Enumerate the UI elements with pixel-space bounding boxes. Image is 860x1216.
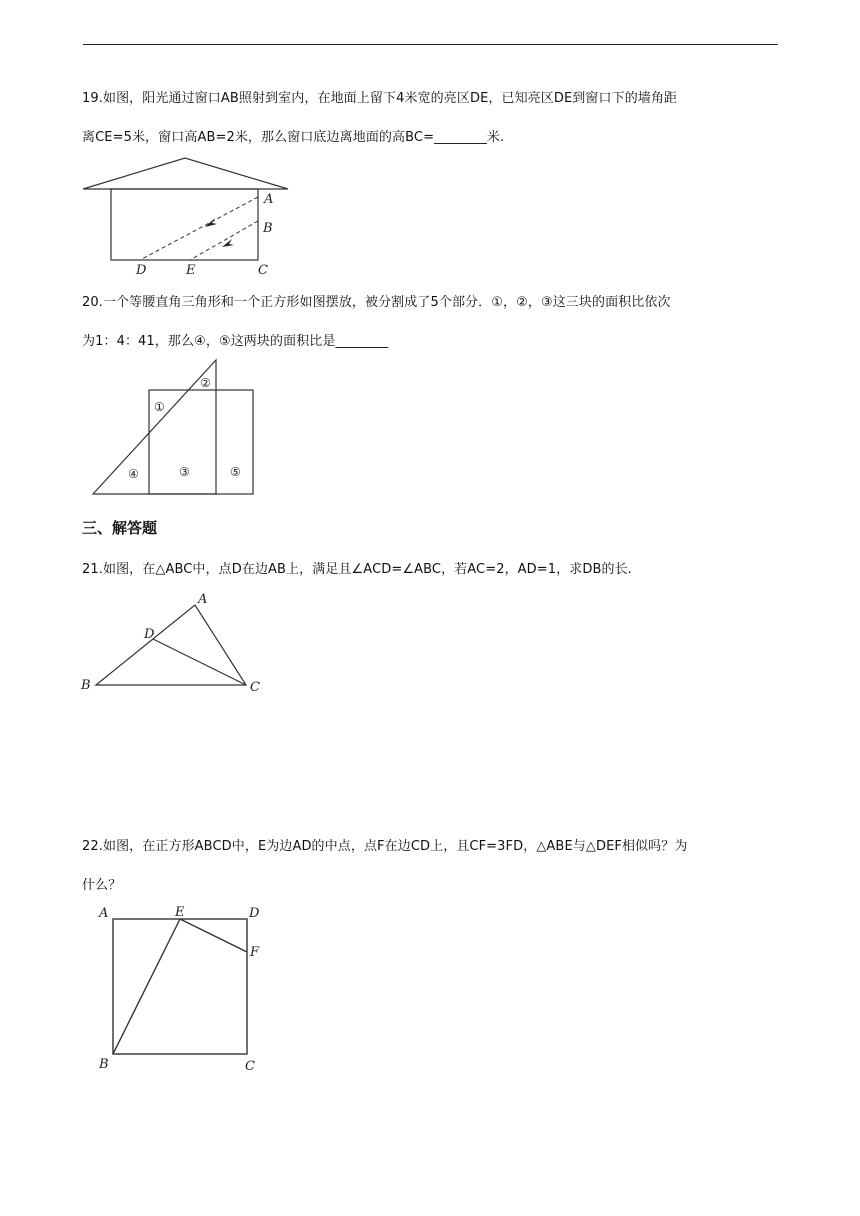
label-C: C	[250, 680, 260, 695]
label-A: A	[198, 592, 208, 607]
question-22-line1: 22.如图，在正方形ABCD中，E为边AD的中点，点F在边CD上，且CF=3FD，△ABE与△DEF相似吗？为	[82, 839, 688, 854]
region-1: ①	[154, 400, 165, 414]
label-A: A	[264, 192, 274, 207]
figure-22	[95, 900, 270, 1080]
roof	[83, 158, 288, 189]
label-B: B	[99, 1057, 109, 1072]
question-20	[82, 283, 782, 361]
region-5: ⑤	[230, 465, 241, 479]
label-F: F	[250, 945, 260, 960]
question-19-line1: 19.如图，阳光通过窗口AB照射到室内，在地面上留下4米宽的亮区DE，已知亮区DE到窗口下的墙角距	[82, 91, 678, 106]
question-20-line2: 为1：4：41，那么④，⑤这两块的面积比是________	[82, 334, 389, 349]
segment-ef	[180, 919, 247, 952]
question-22	[82, 827, 782, 905]
question-20-line1: 20.一个等腰直角三角形和一个正方形如图摆放，被分割成了5个部分．①，②，③这三块的面积比依次	[82, 295, 671, 310]
label-C: C	[245, 1059, 255, 1074]
label-A: A	[99, 906, 109, 921]
segment-be	[113, 919, 180, 1054]
label-B: B	[81, 678, 91, 693]
header-rule	[83, 44, 778, 45]
triangle-abc	[96, 605, 246, 685]
isosceles-right-triangle	[93, 360, 216, 494]
label-D: D	[136, 263, 147, 278]
figure-21	[78, 588, 268, 698]
ray-b-e	[190, 221, 258, 260]
label-E: E	[175, 905, 185, 920]
question-19	[82, 79, 782, 157]
section-title: 三、解答题	[82, 519, 158, 537]
question-22-line2: 什么？	[82, 878, 122, 893]
figure-19	[80, 155, 295, 280]
segment-dc	[153, 639, 246, 685]
arrow-1	[205, 218, 217, 227]
square-abcd	[113, 919, 247, 1054]
figure-20	[90, 357, 260, 497]
label-D: D	[144, 627, 155, 642]
label-B: B	[263, 221, 273, 236]
arrow-2	[222, 239, 234, 247]
label-E: E	[186, 263, 196, 278]
question-19-line2: 离CE=5米，窗口高AB=2米，那么窗口底边离地面的高BC=________米.	[82, 130, 505, 145]
question-21-line1: 21.如图，在△ABC中，点D在边AB上，满足且∠ACD=∠ABC，若AC=2，AD=1，求DB的长.	[82, 562, 632, 577]
room	[111, 189, 258, 260]
region-3: ③	[179, 465, 190, 479]
label-C: C	[258, 263, 268, 278]
question-21	[82, 550, 782, 589]
ray-a-d	[140, 197, 258, 260]
region-2: ②	[200, 376, 211, 390]
region-4: ④	[128, 467, 139, 481]
label-D: D	[249, 906, 260, 921]
